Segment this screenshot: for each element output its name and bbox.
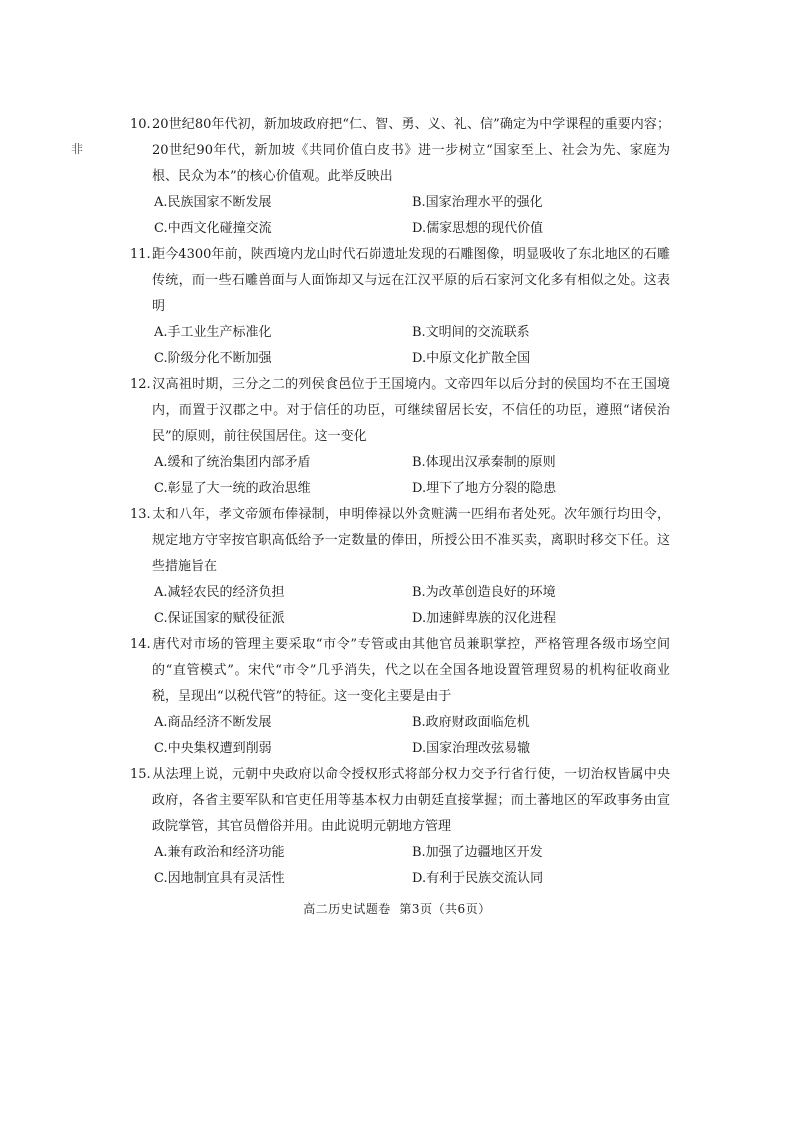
option-b: B.国家治理水平的强化 [412,195,543,210]
question-15 [130,762,670,892]
question-stem [130,632,670,710]
option-d: D.埋下了地方分裂的隐患 [412,481,557,496]
option-b: B.加强了边疆地区开发 [412,845,543,860]
option-c: C.彰显了大一统的政治思维 [154,481,311,496]
option-list [130,710,670,762]
question-text: 唐代对市场的管理主要采取“市令”专管或由其他官员兼职掌控，严格管理各级市场空间的“直管模式”。宋代“市令”几乎消失，代之以在全国各地设置管理贸易的机构征收商业税，呈现出“以税代管”的特征。这一变化主要是由于 [152,637,670,704]
question-number: 15. [130,767,151,782]
option-b: B.政府财政面临危机 [412,715,530,730]
question-text: 20世纪80年代初，新加坡政府把“仁、智、勇、义、礼、信”确定为中学课程的重要内容；20世纪90年代，新加坡《共同价值白皮书》进一步树立“国家至上、社会为先、家庭为根、民众为本”的核心价值观。此举反映出 [152,117,670,184]
question-list [130,112,670,892]
question-text: 汉高祖时期，三分之二的列侯食邑位于王国境内。文帝四年以后分封的侯国均不在王国境内，而置于汉郡之中。对于信任的功臣，可继续留居长安，不信任的功臣，遵照“诸侯治民”的原则，前往侯国居住。这一变化 [152,377,670,444]
option-c: C.阶级分化不断加强 [154,351,272,366]
option-list [130,320,670,372]
page-footer: 高二历史试题卷 第3页（共6页） [303,902,491,916]
option-a: A.兼有政治和经济功能 [154,845,285,860]
option-a: A.手工业生产标准化 [154,325,272,340]
option-d: D.儒家思想的现代价值 [412,221,544,236]
question-number: 13. [130,507,151,522]
option-d: D.加速鲜卑族的汉化进程 [412,611,557,626]
question-stem [130,112,670,190]
option-d: D.中原文化扩散全国 [412,351,531,366]
question-number: 12. [130,377,151,392]
option-list [130,580,670,632]
margin-mark: 非 [71,142,84,156]
question-stem [130,502,670,580]
question-number: 14. [130,637,151,652]
question-number: 10. [130,117,151,132]
option-a: A.民族国家不断发展 [154,195,272,210]
question-number: 11. [130,247,151,262]
question-stem [130,242,670,320]
question-13 [130,502,670,632]
option-a: A.商品经济不断发展 [154,715,272,730]
question-stem [130,372,670,450]
question-12 [130,372,670,502]
option-d: D.有利于民族交流认同 [412,871,544,886]
option-c: C.保证国家的赋役征派 [154,611,285,626]
question-10 [130,112,670,242]
option-b: B.为改革创造良好的环境 [412,585,556,600]
question-11 [130,242,670,372]
option-d: D.国家治理改弦易辙 [412,741,531,756]
question-text: 从法理上说，元朝中央政府以命令授权形式将部分权力交予行省行使，一切治权皆属中央政府，各省主要军队和官吏任用等基本权力由朝廷直接掌握；而土蕃地区的军政事务由宣政院掌管，其官员僧俗并用。由此说明元朝地方管理 [152,767,670,834]
question-14 [130,632,670,762]
option-b: B.体现出汉承秦制的原则 [412,455,556,470]
question-text: 距今4300年前，陕西境内龙山时代石峁遗址发现的石雕图像，明显吸收了东北地区的石雕传统，而一些石雕兽面与人面饰却又与远在江汉平原的后石家河文化多有相似之处。这表明 [152,247,670,314]
option-list [130,840,670,892]
option-c: C.中西文化碰撞交流 [154,221,272,236]
option-c: C.因地制宜具有灵活性 [154,871,285,886]
option-a: A.减轻农民的经济负担 [154,585,285,600]
option-a: A.缓和了统治集团内部矛盾 [154,455,311,470]
option-c: C.中央集权遭到削弱 [154,741,272,756]
option-list [130,450,670,502]
question-stem [130,762,670,840]
question-text: 太和八年，孝文帝颁布俸禄制，申明俸禄以外贪赃满一匹绢布者处死。次年颁行均田令，规定地方守宰按官职高低给予一定数量的俸田，所授公田不准买卖，离职时移交下任。这些措施旨在 [152,507,670,574]
option-b: B.文明间的交流联系 [412,325,530,340]
option-list [130,190,670,242]
